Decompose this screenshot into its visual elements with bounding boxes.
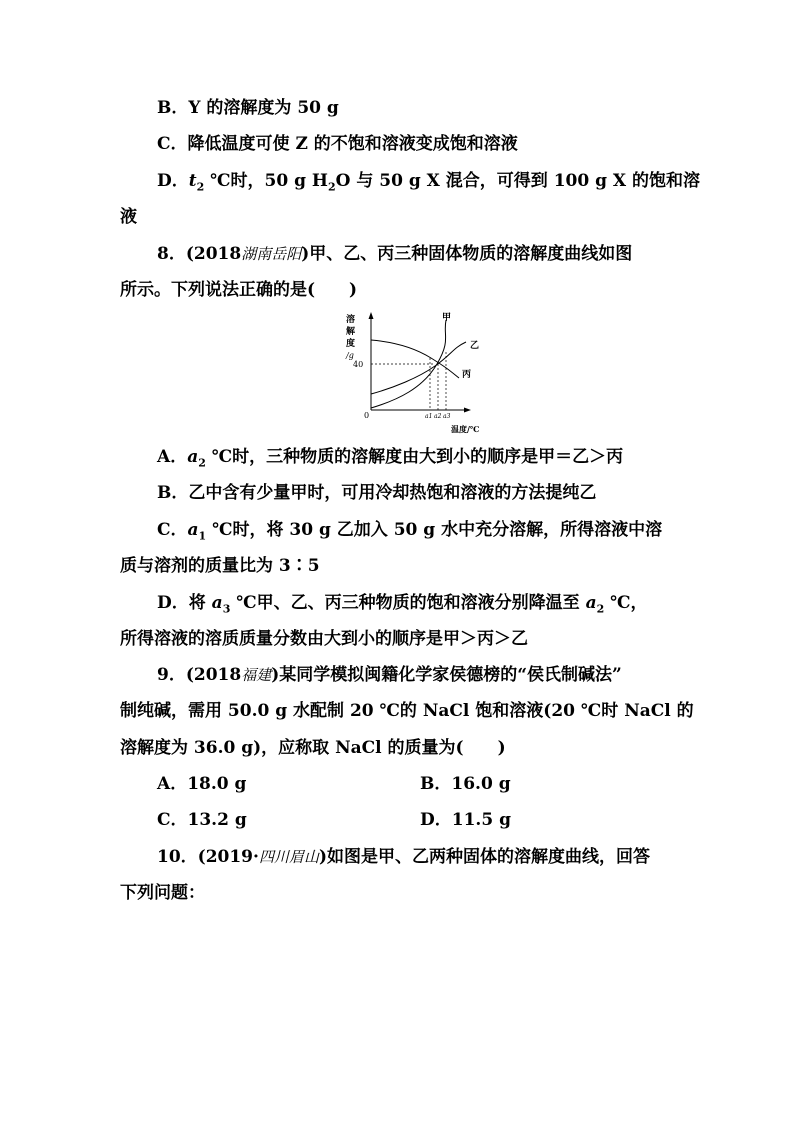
series-label-bing: 丙 [462, 370, 472, 380]
series-label-yi: 乙 [470, 341, 480, 351]
x-tick-a1: a1 [425, 413, 433, 420]
option-c-lower-temperature: C．降低温度可使 Z 的不饱和溶液变成饱和溶液 [157, 134, 518, 154]
option-b-y-solubility: B．Y 的溶解度为 50 g [157, 98, 339, 118]
curve-yi [371, 342, 466, 394]
question-10-stem: 10．(2019·四川眉山)如图是甲、乙两种固体的溶解度曲线，回答 [157, 847, 650, 867]
question-10-stem-continuation: 下列问题： [120, 883, 205, 903]
q9-option-a: A．18.0 g [157, 774, 247, 794]
question-8-stem: 8．(2018湖南岳阳)甲、乙、丙三种固体物质的溶解度曲线如图 [157, 244, 633, 264]
option-d-mix-x: D．$t_2$ ℃时，50 g $H_2O$ 与 50 g X 混合，可得到 100 g X 的饱和溶 [157, 171, 701, 194]
q9-option-c: C．13.2 g [157, 810, 247, 830]
y-label-char-4: /g [346, 351, 354, 360]
q8-option-d: D．将 $a_3$ ℃甲、乙、丙三种物质的饱和溶液分别降温至 $a_2$ ℃， [157, 593, 648, 616]
q9-option-d: D．11.5 g [420, 810, 511, 830]
q8-option-d-continuation: 所得溶液的溶质质量分数由大到小的顺序是甲＞丙＞乙 [120, 629, 528, 649]
x-tick-a3: a3 [443, 413, 451, 420]
x-axis-arrow [464, 408, 471, 413]
q8-option-b: B．乙中含有少量甲时，可用冷却热饱和溶液的方法提纯乙 [157, 483, 597, 503]
series-label-jia: 甲 [442, 313, 452, 323]
question-9-stem-line-2: 制纯碱，需用 50.0 g 水配制 20 ℃的 NaCl 饱和溶液(20 ℃时 NaCl 的 [120, 701, 694, 721]
question-9-stem: 9．(2018福建)某同学模拟闽籍化学家侯德榜的“侯氏制碱法” [157, 665, 622, 685]
q8-option-c: C．$a_1$ ℃时，将 30 g 乙加入 50 g 水中充分溶解，所得溶液中溶 [157, 520, 663, 543]
question-9-stem-line-3: 溶解度为 36.0 g)，应称取 NaCl 的质量为( ) [120, 738, 506, 758]
y-label-char-2: 解 [346, 327, 356, 337]
y-tick-40: 40 [353, 360, 364, 369]
question-8-stem-continuation: 所示。下列说法正确的是( ) [120, 280, 358, 300]
y-label-char-1: 溶 [346, 315, 356, 325]
option-d-continuation: 液 [120, 207, 137, 227]
q9-option-b: B．16.0 g [420, 774, 511, 794]
y-axis-arrow [369, 312, 374, 319]
q8-option-a: A．$a_2$ ℃时，三种物质的溶解度由大到小的顺序是甲＝乙＞丙 [157, 447, 624, 470]
q8-option-c-continuation: 质与溶剂的质量比为 3∶5 [120, 556, 320, 576]
x-tick-a2: a2 [434, 413, 442, 420]
solubility-curve-chart [333, 308, 493, 436]
y-label-char-3: 度 [346, 339, 356, 349]
origin-label: 0 [364, 411, 370, 420]
x-axis-label: 温度/℃ [451, 424, 480, 434]
